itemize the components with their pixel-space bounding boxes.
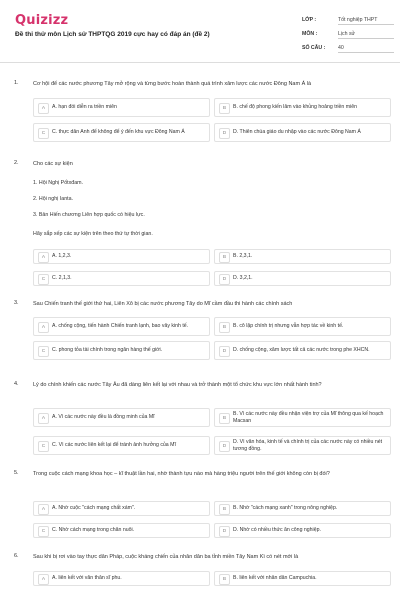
meta-subject-value: Lịch sử bbox=[338, 31, 356, 37]
option-b[interactable] bbox=[214, 98, 391, 117]
meta-count-label: SỐ CÂU : bbox=[302, 45, 326, 51]
option-text: A. Nhờ cuộc "cách mạng chất xám". bbox=[52, 505, 136, 512]
option-c[interactable] bbox=[33, 123, 210, 142]
option-d[interactable] bbox=[214, 341, 391, 360]
quiz-header bbox=[0, 0, 400, 63]
event-item: 2. Hội nghị Ianta. bbox=[33, 196, 74, 202]
option-text: C. 2,1,3. bbox=[52, 275, 72, 282]
option-text: B. Nhờ "cách mạng xanh" trong nông nghiệp. bbox=[233, 505, 338, 512]
meta-subject-label: MÔN : bbox=[302, 31, 318, 37]
quizizz-logo: Quizizz bbox=[15, 13, 69, 28]
option-text: A. chống cộng, tiến hành Chiến tranh lạnh, bao vây kinh tế. bbox=[52, 323, 189, 330]
option-text: C. phong tỏa tài chính trong ngân hàng thế giới. bbox=[52, 347, 163, 354]
option-text: C. Vì các nước liên kết lại để tránh ảnh hưởng của Mĩ bbox=[52, 442, 176, 449]
option-letter: A bbox=[38, 504, 49, 515]
option-letter: A bbox=[38, 252, 49, 263]
option-letter: D bbox=[219, 526, 230, 537]
option-letter: B bbox=[219, 252, 230, 263]
option-b[interactable] bbox=[214, 317, 391, 336]
option-text: B. liên kết với nhân dân Campuchia. bbox=[233, 575, 317, 582]
meta-count bbox=[302, 45, 344, 51]
option-letter: A bbox=[38, 103, 49, 114]
question-text: Sau khi bị rơi vào tay thực dân Pháp, cuộc kháng chiến của nhân dân ba tỉnh miền Tây Nam Kì có nét mới là bbox=[33, 554, 299, 560]
option-b[interactable] bbox=[214, 408, 391, 427]
option-letter: A bbox=[38, 574, 49, 585]
option-letter: D bbox=[219, 274, 230, 285]
option-a[interactable] bbox=[33, 571, 210, 586]
option-letter: B bbox=[219, 504, 230, 515]
option-text: D. chống cộng, xâm lược tất cả các nước trong phe XHCN. bbox=[233, 347, 370, 354]
meta-subject bbox=[302, 31, 355, 37]
meta-class bbox=[302, 17, 377, 23]
option-a[interactable] bbox=[33, 317, 210, 336]
option-text: C. thực dân Anh để không để ý đến khu vực Đông Nam Á bbox=[52, 129, 185, 136]
option-a[interactable] bbox=[33, 408, 210, 427]
question-text: Cho các sự kiện bbox=[33, 161, 73, 167]
question-number: 5. bbox=[14, 470, 19, 476]
quiz-title: Đề thi thử môn Lịch sử THPTQG 2019 cực hay có đáp án (đề 2) bbox=[15, 31, 210, 38]
option-text: A. liên kết với văn thân sĩ phu. bbox=[52, 575, 122, 582]
option-c[interactable] bbox=[33, 436, 210, 455]
question-text: Trong cuộc cách mạng khoa học – kĩ thuật lần hai, nhờ thành tựu nào mà hàng triệu người trên thế giới không còn bị đói? bbox=[33, 471, 330, 477]
option-letter: A bbox=[38, 322, 49, 333]
option-text: C. Nhờ cách mạng trong chăn nuôi. bbox=[52, 527, 135, 534]
option-text: B. chế độ phong kiến lâm vào khủng hoảng triền miên bbox=[233, 104, 358, 111]
option-letter: A bbox=[38, 413, 49, 424]
option-text: D. Nhờ có nhiều thức ăn công nghiệp. bbox=[233, 527, 321, 534]
option-letter: B bbox=[219, 413, 230, 424]
option-letter: B bbox=[219, 322, 230, 333]
question-number: 2. bbox=[14, 160, 19, 166]
option-text: A. hạn đói diễn ra triền miên bbox=[52, 104, 117, 111]
option-letter: C bbox=[38, 274, 49, 285]
option-text: A. Vì các nước này đều là đồng minh của Mĩ bbox=[52, 414, 155, 421]
option-letter: D bbox=[219, 346, 230, 357]
option-a[interactable] bbox=[33, 249, 210, 264]
option-letter: B bbox=[219, 574, 230, 585]
option-letter: C bbox=[38, 346, 49, 357]
option-b[interactable] bbox=[214, 571, 391, 586]
option-b[interactable] bbox=[214, 249, 391, 264]
option-a[interactable] bbox=[33, 501, 210, 516]
question-number: 1. bbox=[14, 80, 19, 86]
event-item: 1. Hội Nghị Pốtxđam. bbox=[33, 180, 84, 186]
event-item: 3. Bản Hiến chương Liên hợp quốc có hiệu lực. bbox=[33, 212, 145, 218]
option-letter: D bbox=[219, 441, 230, 452]
question-number: 3. bbox=[14, 300, 19, 306]
question-text: Sau Chiến tranh thế giới thứ hai, Liên Xô bị các nước phương Tây do Mĩ cầm đầu thi hành các chính sách bbox=[33, 301, 293, 307]
instruction-text: Hãy sắp xếp các sự kiện trên theo thứ tự thời gian. bbox=[33, 231, 153, 237]
option-d[interactable] bbox=[214, 523, 391, 538]
option-c[interactable] bbox=[33, 341, 210, 360]
option-text: B. Vì các nước này đều nhận viện trợ của Mĩ thông qua kế hoạch Macsan bbox=[233, 411, 384, 424]
question-text: Cơ hội để các nước phương Tây mở rộng và từng bước hoàn thành quá trình xâm lược các nước Đông Nam Á là bbox=[33, 81, 312, 87]
option-text: B. 2,3,1. bbox=[233, 253, 253, 260]
meta-count-value: 40 bbox=[338, 45, 344, 51]
option-text: D. 3,2,1. bbox=[233, 275, 253, 282]
meta-class-value: Tốt nghiệp THPT bbox=[338, 17, 378, 23]
question-number: 4. bbox=[14, 381, 19, 387]
question-number: 6. bbox=[14, 553, 19, 559]
option-d[interactable] bbox=[214, 271, 391, 286]
option-letter: C bbox=[38, 128, 49, 139]
option-d[interactable] bbox=[214, 436, 391, 455]
option-c[interactable] bbox=[33, 523, 210, 538]
option-letter: B bbox=[219, 103, 230, 114]
option-text: D. Vì văn hóa, kinh tế và chính trị của các nước này có nhiều nét tương đồng. bbox=[233, 439, 383, 452]
option-b[interactable] bbox=[214, 501, 391, 516]
option-text: B. cô lập chính trị nhưng vẫn hợp tác về kinh tế. bbox=[233, 323, 344, 330]
option-letter: C bbox=[38, 441, 49, 452]
option-letter: D bbox=[219, 128, 230, 139]
option-letter: C bbox=[38, 526, 49, 537]
option-c[interactable] bbox=[33, 271, 210, 286]
option-text: D. Thiên chúa giáo du nhập vào các nước Đông Nam Á bbox=[233, 129, 361, 136]
option-text: A. 1,2,3. bbox=[52, 253, 72, 260]
option-a[interactable] bbox=[33, 98, 210, 117]
question-text: Lý do chính khiến các nước Tây Âu đã dàng liên kết lại với nhau và trở thành một tổ chức khu vực lớn nhất hành tinh? bbox=[33, 382, 322, 388]
meta-class-label: LỚP : bbox=[302, 17, 317, 23]
option-d[interactable] bbox=[214, 123, 391, 142]
